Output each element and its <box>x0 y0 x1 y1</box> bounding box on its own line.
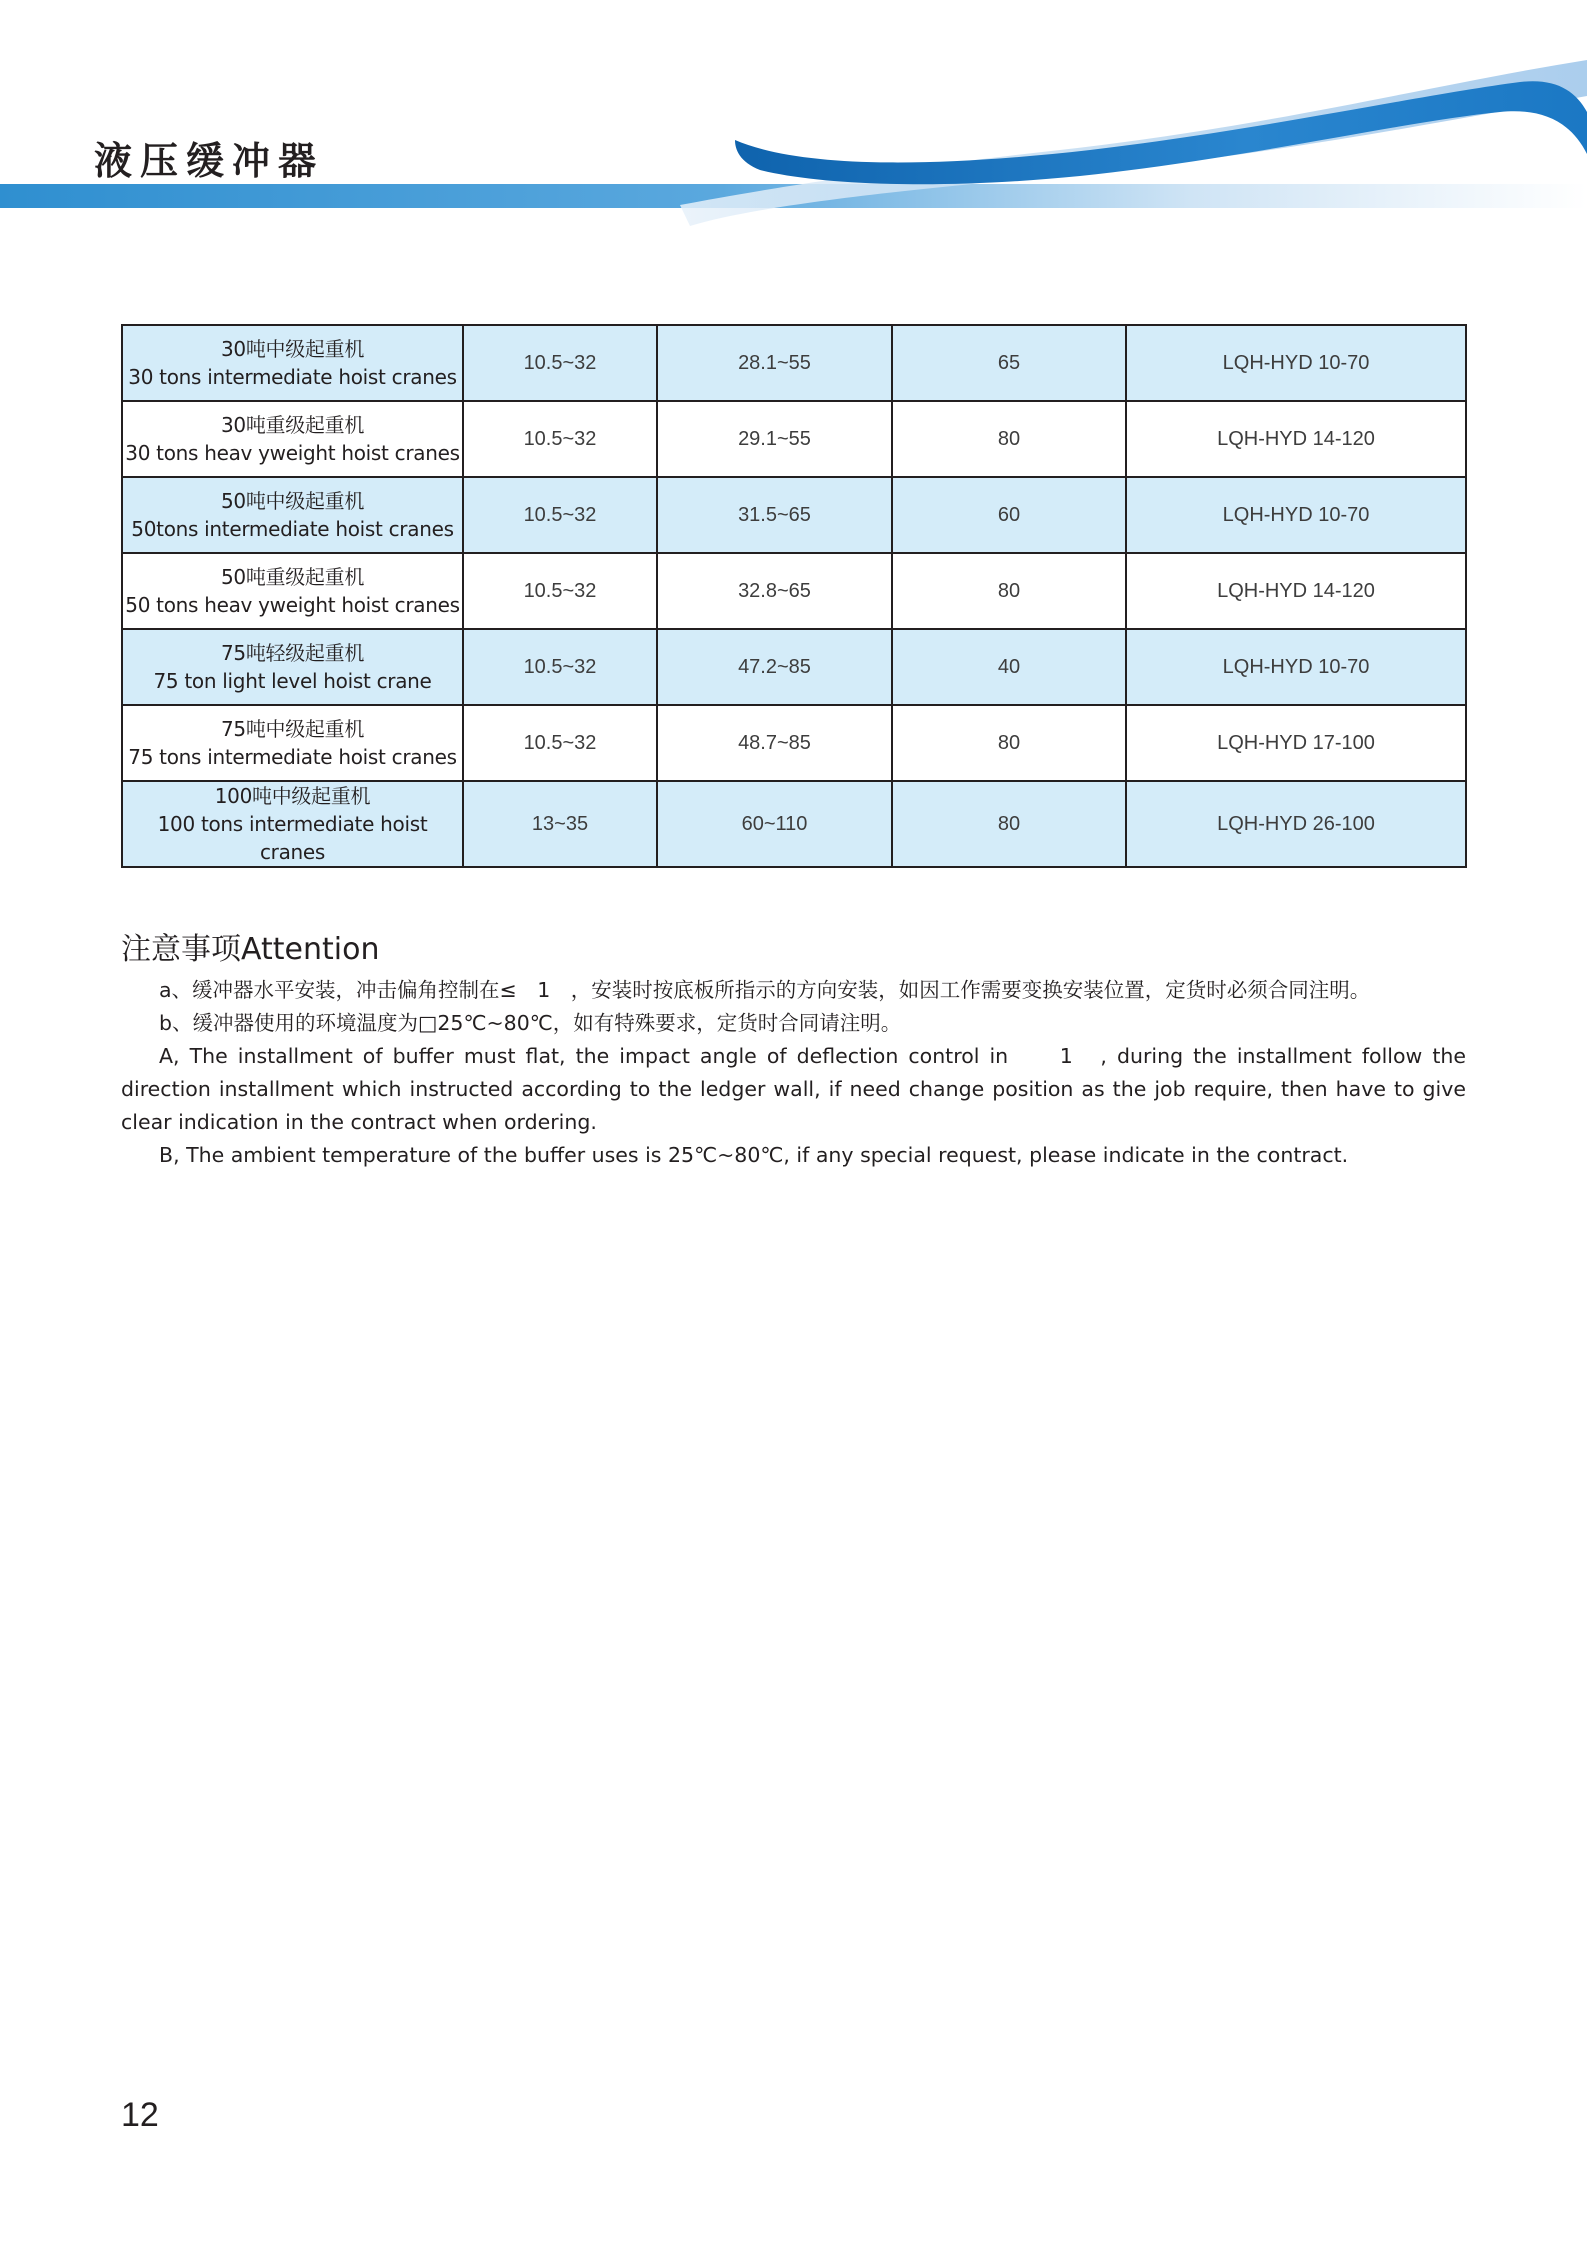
crane-type-en: 100 tons intermediate hoist cranes <box>157 812 428 864</box>
crane-type-cell <box>122 553 463 629</box>
crane-type-cn: 50吨中级起重机 <box>220 489 365 513</box>
table-row <box>122 553 1466 629</box>
model-cell: LQH-HYD 26-100 <box>1126 781 1466 867</box>
crane-type-cn: 100吨中级起重机 <box>214 784 371 808</box>
crane-type-cell <box>122 705 463 781</box>
attention-note-b-cn: b、缓冲器使用的环境温度为□25℃~80℃，如有特殊要求，定货时合同请注明。 <box>159 1011 902 1035</box>
crane-type-en: 75 tons intermediate hoist cranes <box>128 745 457 769</box>
crane-type-cn: 30吨中级起重机 <box>220 337 365 361</box>
crane-type-cn: 30吨重级起重机 <box>220 413 365 437</box>
buffer-selection-table <box>121 324 1467 868</box>
table-cell: 10.5~32 <box>463 629 657 705</box>
table-row <box>122 781 1466 867</box>
model-cell: LQH-HYD 14-120 <box>1126 401 1466 477</box>
table-row <box>122 477 1466 553</box>
table-cell: 47.2~85 <box>657 629 892 705</box>
table-row <box>122 705 1466 781</box>
model-cell: LQH-HYD 10-70 <box>1126 325 1466 401</box>
crane-type-cell <box>122 325 463 401</box>
attention-note-a-en: A, The installment of buffer must flat, the impact angle of deflection control in 1 , during the installment follow the direction installment which instructed according to the ledger wall, if need change position as the job require, then have to give clear indication in the contract when ordering. <box>121 1044 1466 1134</box>
table-cell: 48.7~85 <box>657 705 892 781</box>
crane-type-cell <box>122 629 463 705</box>
attention-section <box>121 924 1466 1172</box>
table-row <box>122 629 1466 705</box>
table-cell: 10.5~32 <box>463 553 657 629</box>
model-cell: LQH-HYD 10-70 <box>1126 629 1466 705</box>
table-cell: 65 <box>892 325 1126 401</box>
table-cell: 60~110 <box>657 781 892 867</box>
attention-note-a-cn: a、缓冲器水平安装，冲击偏角控制在≤ 1 ，安装时按底板所指示的方向安装，如因工作需要变换安装位置，定货时必须合同注明。 <box>159 978 1371 1002</box>
crane-type-en: 50tons intermediate hoist cranes <box>131 517 454 541</box>
table-cell: 80 <box>892 401 1126 477</box>
page-number: 12 <box>121 2096 159 2134</box>
page-header-title: 液压缓冲器 <box>94 138 325 183</box>
crane-type-en: 75 ton light level hoist crane <box>153 669 432 693</box>
attention-note-b-en: B, The ambient temperature of the buffer uses is 25℃~80℃, if any special request, please indicate in the contract. <box>159 1143 1349 1167</box>
table-cell: 80 <box>892 781 1126 867</box>
crane-type-en: 50 tons heav yweight hoist cranes <box>125 593 460 617</box>
crane-type-cn: 75吨中级起重机 <box>220 717 365 741</box>
table-cell: 31.5~65 <box>657 477 892 553</box>
table-cell: 13~35 <box>463 781 657 867</box>
table-cell: 60 <box>892 477 1126 553</box>
table-row <box>122 401 1466 477</box>
crane-type-en: 30 tons intermediate hoist cranes <box>128 365 457 389</box>
crane-type-en: 30 tons heav yweight hoist cranes <box>125 441 460 465</box>
table-cell: 10.5~32 <box>463 705 657 781</box>
table-cell: 40 <box>892 629 1126 705</box>
crane-type-cell <box>122 477 463 553</box>
table-cell: 10.5~32 <box>463 477 657 553</box>
crane-type-cn: 50吨重级起重机 <box>220 565 365 589</box>
crane-type-cn: 75吨轻级起重机 <box>220 641 365 665</box>
table-cell: 29.1~55 <box>657 401 892 477</box>
table-cell: 10.5~32 <box>463 401 657 477</box>
model-cell: LQH-HYD 10-70 <box>1126 477 1466 553</box>
model-cell: LQH-HYD 14-120 <box>1126 553 1466 629</box>
table-cell: 80 <box>892 553 1126 629</box>
crane-type-cell <box>122 401 463 477</box>
model-cell: LQH-HYD 17-100 <box>1126 705 1466 781</box>
attention-heading: 注意事项Attention <box>121 932 380 967</box>
table-row <box>122 325 1466 401</box>
table-cell: 80 <box>892 705 1126 781</box>
table-cell: 28.1~55 <box>657 325 892 401</box>
crane-type-cell <box>122 781 463 867</box>
table-cell: 32.8~65 <box>657 553 892 629</box>
header-decoration <box>0 0 1587 240</box>
table-cell: 10.5~32 <box>463 325 657 401</box>
